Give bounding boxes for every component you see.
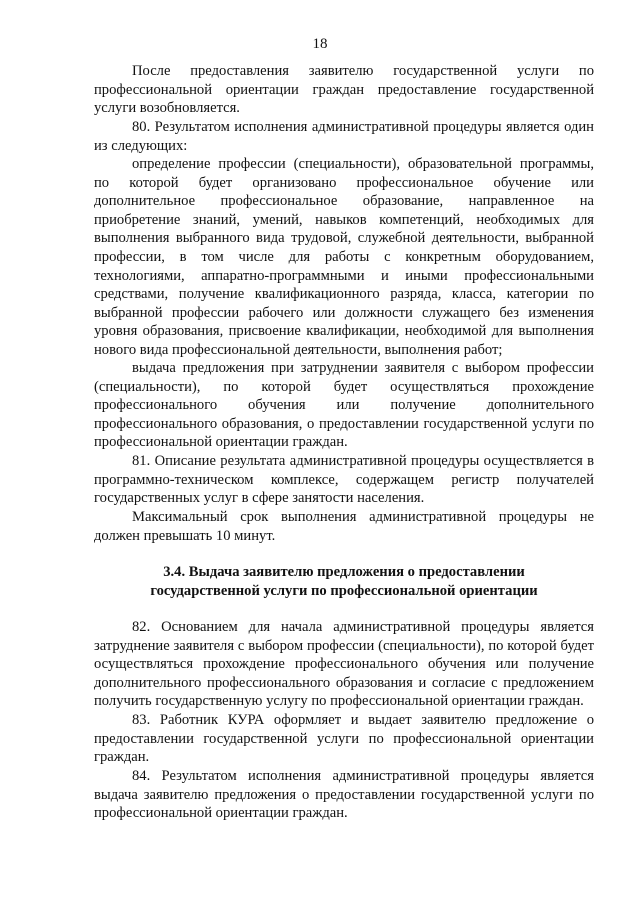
paragraph-81: 81. Описание результата административной процедуры осуществляется в программно-техническом комплексе, содержащем регистр получателей государственных услуг в сфере занятости населения. [94, 453, 594, 507]
page-number: 18 [312, 36, 328, 52]
paragraph-80-option-2: выдача предложения при затруднении заявителя с выбором профессии (специальности), по которой будет осуществляться прохождение профессионального обучения или получение дополнительного профессионального образования, о предоставлении государственной услуги по профессиональной ориентации граждан. [94, 360, 594, 451]
paragraph-83: 83. Работник КУРА оформляет и выдает заявителю предложение о предоставлении государственной услуги по профессиональной ориентации граждан. [94, 712, 594, 766]
paragraph-80-option-1: определение профессии (специальности), образовательной программы, по которой будет организовано профессиональное обучение или дополнительное профессиональное образование, направленное на приобретение знаний, умений, навыков компетенций, необходимых для выполнения выбранного вида трудовой, служебной деятельности, выбранной профессии, в том числе для работы с конкретным оборудованием, технологиями, аппаратно-программными и иными профессиональными средствами, получение квалификационного разряда, класса, категории по выбранной профессии рабочего или должности служащего без изменения уровня образования, присвоение квалификации, необходимой для выполнения нового вида профессиональной деятельности, выполнения работ; [94, 156, 594, 358]
paragraph-max-duration: Максимальный срок выполнения административной процедуры не должен превышать 10 минут. [94, 509, 594, 544]
paragraph-service-resumed: После предоставления заявителю государственной услуги по профессиональной ориентации граждан предоставление государственной услуги возобновляется. [94, 63, 594, 117]
paragraph-84: 84. Результатом исполнения административной процедуры является выдача заявителю предложения о предоставлении государственной услуги по профессиональной ориентации граждан. [94, 768, 594, 822]
paragraph-80: 80. Результатом исполнения административной процедуры является один из следующих: [94, 119, 594, 154]
section-heading: 3.4. Выдача заявителю предложения о предоставлении государственной услуги по профессиональной ориентации [150, 564, 538, 599]
paragraph-82: 82. Основанием для начала административной процедуры является затруднение заявителя с выбором профессии (специальности), по которой будет осуществляться прохождение профессионального обучения или получение дополнительного профессионального образования и согласие с предложением получить государственную услугу по профессиональной ориентации граждан. [94, 619, 594, 710]
